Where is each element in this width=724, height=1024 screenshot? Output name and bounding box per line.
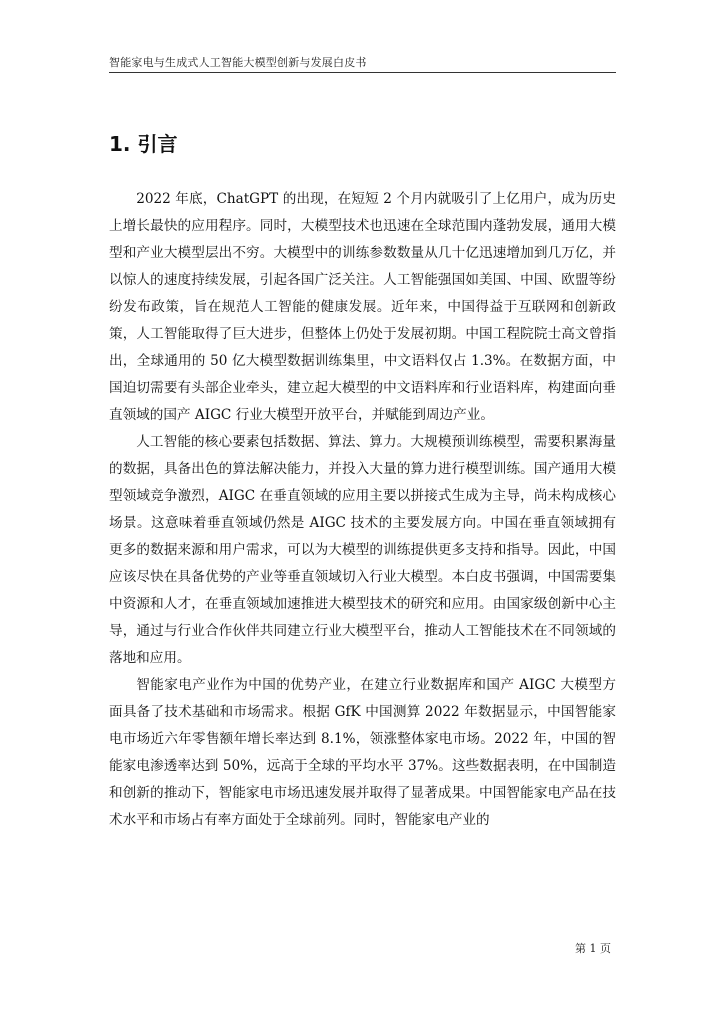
body-text [109,186,616,834]
document-title: 智能家电与生成式人工智能大模型创新与发展白皮书 [109,56,367,69]
paragraph-1: 2022 年底，ChatGPT 的出现，在短短 2 个月内就吸引了上亿用户，成为历史上增长最快的应用程序。同时，大模型技术也迅速在全球范围内蓬勃发展，通用大模型和产业大模型层出不穷。大模型中的训练参数数量从几十亿迅速增加到几万亿，并以惊人的速度持续发展，引起各国广泛关注。人工智能强国如美国、中国、欧盟等纷纷发布政策，旨在规范人工智能的健康发展。近年来，中国得益于互联网和创新政策，人工智能取得了巨大进步，但整体上仍处于发展初期。中国工程院院士高文曾指出，全球通用的 50 亿大模型数据训练集里，中文语料仅占 1.3%。在数据方面，中国迫切需要有头部企业牵头，建立起大模型的中文语料库和行业语料库，构建面向垂直领域的国产 AIGC 行业大模型开放平台，并赋能到周边产业。 [109,191,616,423]
section-title: 1. 引言 [109,132,178,156]
page-number: 第 1 页 [575,942,611,955]
page-header [109,52,616,73]
paragraph-2: 人工智能的核心要素包括数据、算法、算力。大规模预训练模型，需要积累海量的数据，具备出色的算法解决能力，并投入大量的算力进行模型训练。国产通用大模型领域竞争激烈，AIGC 在垂直领域的应用主要以拼接式生成为主导，尚未构成核心场景。这意味着垂直领域仍然是 AIGC 技术的主要发展方向。中国在垂直领域拥有更多的数据来源和用户需求，可以为大模型的训练提供更多支持和指导。因此，中国应该尽快在具备优势的产业等垂直领域切入行业大模型。本白皮书强调，中国需要集中资源和人才，在垂直领域加速推进大模型技术的研究和应用。由国家级创新中心主导，通过与行业合作伙伴共同建立行业大模型平台，推动人工智能技术在不同领域的落地和应用。 [109,434,616,666]
paragraph-3: 智能家电产业作为中国的优势产业，在建立行业数据库和国产 AIGC 大模型方面具备了技术基础和市场需求。根据 GfK 中国测算 2022 年数据显示，中国智能家电市场近六年零售额年增长率达到 8.1%，领涨整体家电市场。2022 年，中国的智能家电渗透率达到 50%，远高于全球的平均水平 37%。这些数据表明，在中国制造和创新的推动下，智能家电市场迅速发展并取得了显著成果。中国智能家电产品在技术水平和市场占有率方面处于全球前列。同时，智能家电产业的 [109,677,616,828]
